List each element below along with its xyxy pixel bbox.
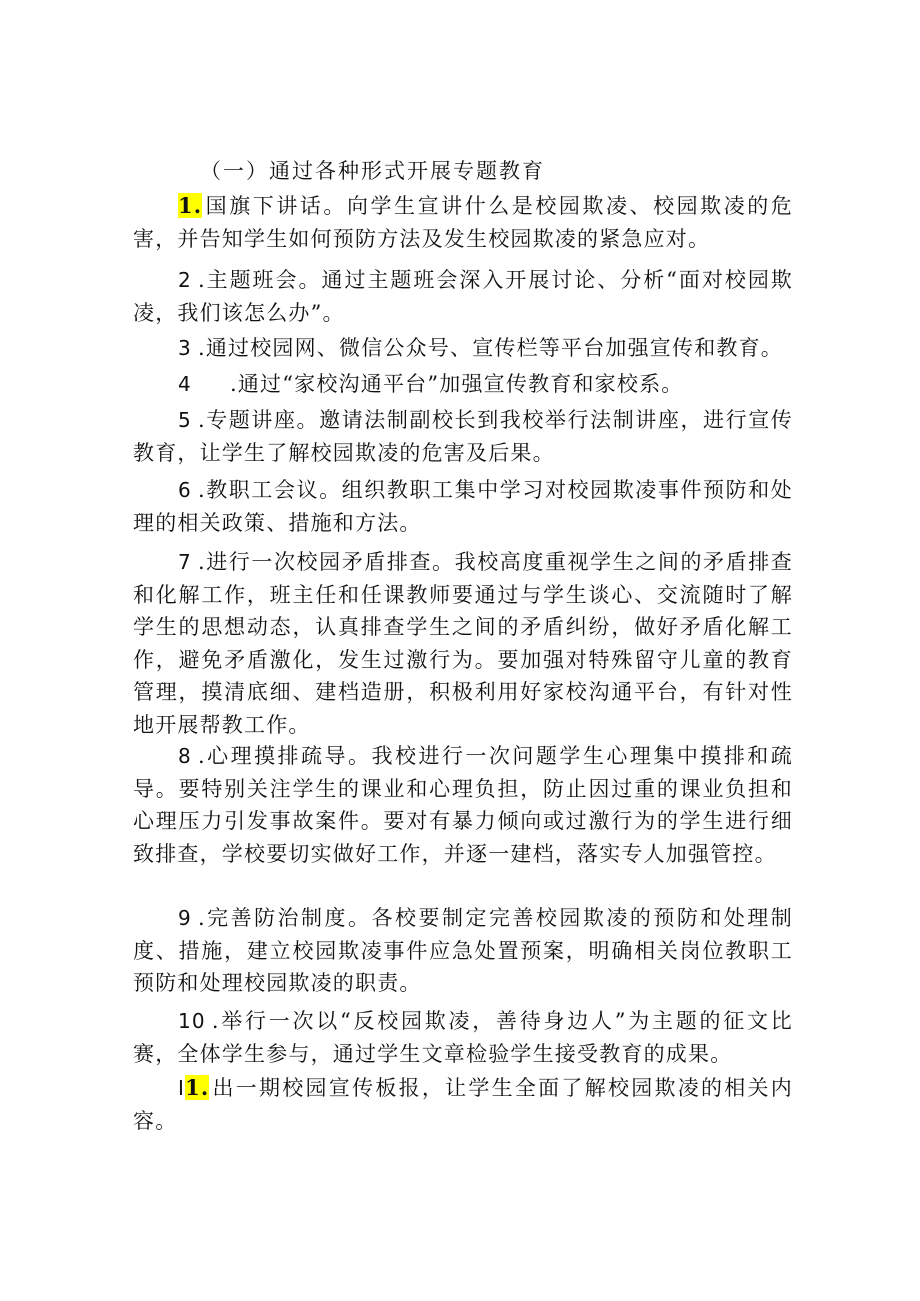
paragraph-text: .心理摸排疏导。我校进行一次问题学生心理集中摸排和疏导。要特别关注学生的课业和心理负担，防止因过重的课业负担和心理压力引发事故案件。要对有暴力倾向或过激行为的学生进行细致排查，学校要切实做好工作，并逐一建档，落实专人加强管控。 [133, 744, 793, 866]
highlighted-number: 1. [178, 193, 203, 218]
highlighted-number: 1. [185, 1075, 210, 1100]
paragraph-text: .通过校园网、微信公众号、宣传栏等平台加强宣传和教育。 [197, 336, 784, 360]
paragraph-9 [133, 902, 793, 1000]
paragraph-4 [133, 368, 793, 401]
paragraph-text: .通过“家校沟通平台”加强宣传教育和家校系。 [229, 372, 684, 396]
paragraph-11 [133, 1072, 793, 1137]
paragraph-text: .专题讲座。邀请法制副校长到我校举行法制讲座，进行宣传教育，让学生了解校园欺凌的危害及后果。 [133, 408, 793, 465]
paragraph-3 [133, 332, 793, 365]
paragraph-6 [133, 474, 793, 539]
paragraph-number: 10 [178, 1009, 206, 1033]
paragraph-number: 8 [178, 744, 192, 768]
paragraph-text: .完善防治制度。各校要制定完善校园欺凌的预防和处理制度、措施，建立校园欺凌事件应急处置预案，明确相关岗位教职工预防和处理校园欺凌的职责。 [133, 906, 793, 995]
section-heading: （一）通过各种形式开展专题教育 [200, 159, 545, 183]
paragraph-2 [133, 264, 793, 329]
paragraph-number: 6 [178, 478, 192, 502]
paragraph-10 [133, 1005, 793, 1070]
paragraph-number: 7 [178, 550, 192, 574]
paragraph-number: 3 [178, 336, 192, 360]
paragraph-5 [133, 404, 793, 469]
paragraph-1 [133, 190, 793, 255]
paragraph-8 [133, 740, 793, 870]
paragraph-7 [133, 546, 793, 741]
paragraph-text: .教职工会议。组织教职工集中学习对校园欺凌事件预防和处理的相关政策、措施和方法。 [133, 478, 793, 535]
number-prefix: I [178, 1076, 186, 1100]
paragraph-number: 2 [178, 268, 192, 292]
paragraph-number: 5 [178, 408, 192, 432]
paragraph-text: .进行一次校园矛盾排查。我校高度重视学生之间的矛盾排查和化解工作，班主任和任课教师要通过与学生谈心、交流随时了解学生的思想动态，认真排查学生之间的矛盾纠纷，做好矛盾化解工作，避免矛盾激化，发生过激行为。要加强对特殊留守儿童的教育管理，摸清底细、建档造册，积极利用好家校沟通平台，有针对性地开展帮教工作。 [133, 550, 793, 737]
paragraph-number: 9 [178, 906, 192, 930]
paragraph-number: 4 [178, 372, 192, 396]
paragraph-text: 出一期校园宣传板报，让学生全面了解校园欺凌的相关内容。 [133, 1076, 793, 1133]
paragraph-text: .主题班会。通过主题班会深入开展讨论、分析“面对校园欺凌，我们该怎么办”。 [133, 268, 793, 325]
paragraph-text: .举行一次以“反校园欺凌，善待身边人”为主题的征文比赛，全体学生参与，通过学生文章检验学生接受教育的成果。 [133, 1009, 793, 1066]
paragraph-text: 国旗下讲话。向学生宣讲什么是校园欺凌、校园欺凌的危害，并告知学生如何预防方法及发生校园欺凌的紧急应对。 [133, 194, 793, 251]
